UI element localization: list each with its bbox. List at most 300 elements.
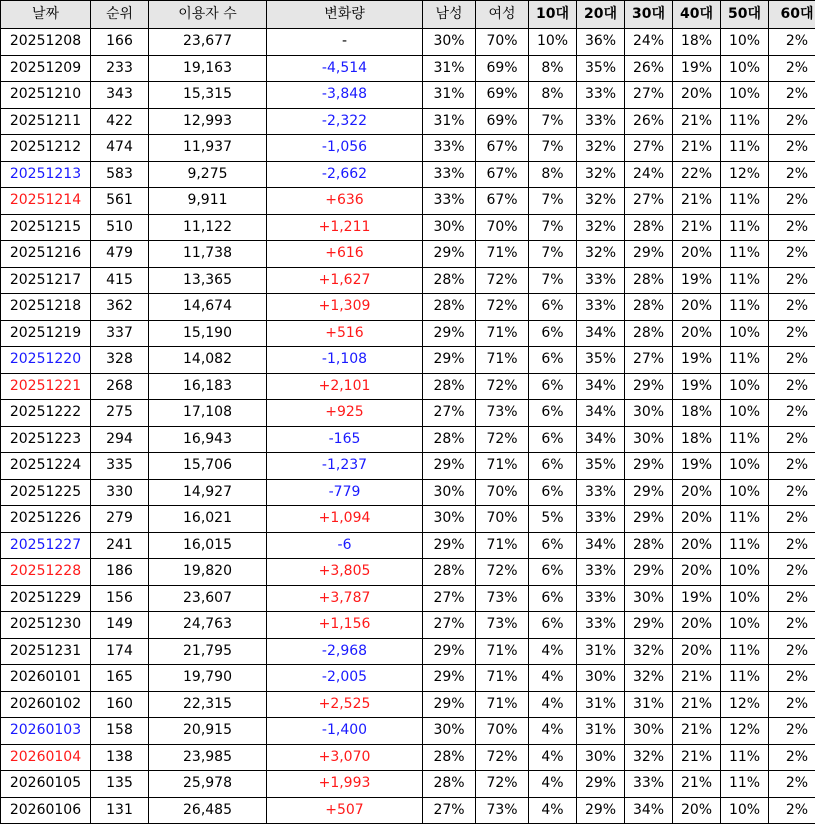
male-cell: 28%: [423, 373, 476, 400]
users-cell: 23,677: [149, 29, 267, 56]
age50-cell: 10%: [721, 29, 769, 56]
age30-cell: 29%: [625, 506, 673, 533]
age20-cell: 34%: [577, 532, 625, 559]
rank-cell: 479: [91, 241, 149, 268]
age10-cell: 8%: [529, 55, 577, 82]
age40-cell: 20%: [673, 612, 721, 639]
age30-cell: 30%: [625, 585, 673, 612]
date-cell: 20251223: [1, 426, 91, 453]
users-cell: 19,790: [149, 665, 267, 692]
age30-cell: 28%: [625, 532, 673, 559]
users-cell: 16,015: [149, 532, 267, 559]
age50-cell: 10%: [721, 400, 769, 427]
col-header-change: 변화량: [267, 1, 423, 29]
users-cell: 15,706: [149, 453, 267, 480]
col-header-age30: 30대: [625, 1, 673, 29]
change-cell: -6: [267, 532, 423, 559]
male-cell: 28%: [423, 744, 476, 771]
age10-cell: 4%: [529, 744, 577, 771]
col-header-rank: 순위: [91, 1, 149, 29]
age60-cell: 2%: [769, 426, 815, 453]
age30-cell: 34%: [625, 797, 673, 824]
age20-cell: 31%: [577, 691, 625, 718]
age40-cell: 21%: [673, 135, 721, 162]
age10-cell: 6%: [529, 479, 577, 506]
age60-cell: 2%: [769, 347, 815, 374]
change-cell: +616: [267, 241, 423, 268]
age50-cell: 11%: [721, 532, 769, 559]
table-row: [1, 267, 815, 294]
age30-cell: 30%: [625, 718, 673, 745]
female-cell: 67%: [476, 188, 529, 215]
male-cell: 27%: [423, 797, 476, 824]
age50-cell: 11%: [721, 267, 769, 294]
users-cell: 24,763: [149, 612, 267, 639]
age60-cell: 2%: [769, 506, 815, 533]
rank-cell: 510: [91, 214, 149, 241]
table-row: [1, 771, 815, 798]
age60-cell: 2%: [769, 82, 815, 109]
age30-cell: 24%: [625, 29, 673, 56]
age50-cell: 11%: [721, 638, 769, 665]
age40-cell: 19%: [673, 373, 721, 400]
table-row: [1, 691, 815, 718]
users-cell: 25,978: [149, 771, 267, 798]
change-cell: -: [267, 29, 423, 56]
change-cell: +1,993: [267, 771, 423, 798]
age10-cell: 6%: [529, 347, 577, 374]
change-cell: +1,156: [267, 612, 423, 639]
date-cell: 20251209: [1, 55, 91, 82]
table-row: [1, 108, 815, 135]
date-cell: 20251218: [1, 294, 91, 321]
change-cell: +3,787: [267, 585, 423, 612]
rank-cell: 233: [91, 55, 149, 82]
age60-cell: 2%: [769, 691, 815, 718]
age60-cell: 2%: [769, 294, 815, 321]
age40-cell: 21%: [673, 744, 721, 771]
male-cell: 27%: [423, 612, 476, 639]
users-cell: 16,021: [149, 506, 267, 533]
age60-cell: 2%: [769, 188, 815, 215]
male-cell: 30%: [423, 29, 476, 56]
change-cell: +516: [267, 320, 423, 347]
table-row: [1, 559, 815, 586]
age20-cell: 33%: [577, 559, 625, 586]
date-cell: 20251213: [1, 161, 91, 188]
rank-cell: 166: [91, 29, 149, 56]
users-cell: 15,190: [149, 320, 267, 347]
age60-cell: 2%: [769, 771, 815, 798]
age40-cell: 20%: [673, 638, 721, 665]
male-cell: 27%: [423, 585, 476, 612]
age50-cell: 11%: [721, 506, 769, 533]
age10-cell: 4%: [529, 638, 577, 665]
change-cell: +1,211: [267, 214, 423, 241]
age50-cell: 11%: [721, 135, 769, 162]
col-header-female: 여성: [476, 1, 529, 29]
change-cell: -1,108: [267, 347, 423, 374]
female-cell: 73%: [476, 585, 529, 612]
age30-cell: 30%: [625, 426, 673, 453]
rank-cell: 583: [91, 161, 149, 188]
age40-cell: 20%: [673, 532, 721, 559]
rank-cell: 279: [91, 506, 149, 533]
age50-cell: 12%: [721, 161, 769, 188]
male-cell: 28%: [423, 426, 476, 453]
age30-cell: 32%: [625, 744, 673, 771]
age60-cell: 2%: [769, 665, 815, 692]
age60-cell: 2%: [769, 532, 815, 559]
table-row: [1, 82, 815, 109]
age10-cell: 6%: [529, 400, 577, 427]
age20-cell: 35%: [577, 347, 625, 374]
age50-cell: 10%: [721, 797, 769, 824]
age20-cell: 32%: [577, 214, 625, 241]
male-cell: 31%: [423, 55, 476, 82]
age10-cell: 4%: [529, 691, 577, 718]
change-cell: +2,101: [267, 373, 423, 400]
age10-cell: 6%: [529, 559, 577, 586]
male-cell: 29%: [423, 453, 476, 480]
rank-cell: 186: [91, 559, 149, 586]
age50-cell: 10%: [721, 559, 769, 586]
rank-cell: 268: [91, 373, 149, 400]
change-cell: +1,627: [267, 267, 423, 294]
age40-cell: 20%: [673, 82, 721, 109]
age20-cell: 33%: [577, 108, 625, 135]
age60-cell: 2%: [769, 585, 815, 612]
age20-cell: 35%: [577, 453, 625, 480]
users-cell: 17,108: [149, 400, 267, 427]
age40-cell: 19%: [673, 585, 721, 612]
rank-cell: 138: [91, 744, 149, 771]
table-row: [1, 797, 815, 824]
male-cell: 28%: [423, 267, 476, 294]
age50-cell: 11%: [721, 108, 769, 135]
table-row: [1, 585, 815, 612]
male-cell: 29%: [423, 638, 476, 665]
age20-cell: 33%: [577, 585, 625, 612]
change-cell: +925: [267, 400, 423, 427]
male-cell: 29%: [423, 347, 476, 374]
age40-cell: 20%: [673, 294, 721, 321]
female-cell: 69%: [476, 108, 529, 135]
age60-cell: 2%: [769, 108, 815, 135]
age30-cell: 29%: [625, 479, 673, 506]
female-cell: 69%: [476, 82, 529, 109]
rank-cell: 337: [91, 320, 149, 347]
users-cell: 13,365: [149, 267, 267, 294]
age30-cell: 29%: [625, 373, 673, 400]
users-cell: 14,082: [149, 347, 267, 374]
rank-cell: 335: [91, 453, 149, 480]
age30-cell: 28%: [625, 294, 673, 321]
date-cell: 20251227: [1, 532, 91, 559]
users-cell: 14,927: [149, 479, 267, 506]
change-cell: +2,525: [267, 691, 423, 718]
age40-cell: 19%: [673, 453, 721, 480]
change-cell: -4,514: [267, 55, 423, 82]
age20-cell: 33%: [577, 506, 625, 533]
table-row: [1, 426, 815, 453]
rank-cell: 160: [91, 691, 149, 718]
users-cell: 11,738: [149, 241, 267, 268]
age50-cell: 10%: [721, 585, 769, 612]
change-cell: -1,237: [267, 453, 423, 480]
age30-cell: 24%: [625, 161, 673, 188]
age60-cell: 2%: [769, 400, 815, 427]
age10-cell: 4%: [529, 665, 577, 692]
date-cell: 20260102: [1, 691, 91, 718]
age50-cell: 11%: [721, 665, 769, 692]
users-cell: 26,485: [149, 797, 267, 824]
change-cell: -1,400: [267, 718, 423, 745]
age40-cell: 20%: [673, 241, 721, 268]
change-cell: +1,309: [267, 294, 423, 321]
male-cell: 33%: [423, 188, 476, 215]
age20-cell: 33%: [577, 612, 625, 639]
age30-cell: 28%: [625, 214, 673, 241]
age50-cell: 11%: [721, 188, 769, 215]
female-cell: 72%: [476, 771, 529, 798]
col-header-age20: 20대: [577, 1, 625, 29]
age50-cell: 11%: [721, 241, 769, 268]
age20-cell: 32%: [577, 135, 625, 162]
change-cell: -2,662: [267, 161, 423, 188]
date-cell: 20251219: [1, 320, 91, 347]
age10-cell: 4%: [529, 797, 577, 824]
table-row: [1, 744, 815, 771]
change-cell: -2,968: [267, 638, 423, 665]
rank-cell: 474: [91, 135, 149, 162]
table-row: [1, 506, 815, 533]
age60-cell: 2%: [769, 559, 815, 586]
age20-cell: 33%: [577, 267, 625, 294]
age60-cell: 2%: [769, 638, 815, 665]
age50-cell: 10%: [721, 82, 769, 109]
age50-cell: 11%: [721, 214, 769, 241]
female-cell: 70%: [476, 29, 529, 56]
age40-cell: 20%: [673, 320, 721, 347]
table-row: [1, 453, 815, 480]
age50-cell: 10%: [721, 453, 769, 480]
age30-cell: 27%: [625, 188, 673, 215]
date-cell: 20251221: [1, 373, 91, 400]
age50-cell: 11%: [721, 744, 769, 771]
age60-cell: 2%: [769, 744, 815, 771]
age20-cell: 33%: [577, 82, 625, 109]
female-cell: 70%: [476, 214, 529, 241]
female-cell: 71%: [476, 320, 529, 347]
age60-cell: 2%: [769, 797, 815, 824]
users-cell: 20,915: [149, 718, 267, 745]
col-header-age10: 10대: [529, 1, 577, 29]
age10-cell: 6%: [529, 320, 577, 347]
male-cell: 29%: [423, 241, 476, 268]
users-cell: 12,993: [149, 108, 267, 135]
age30-cell: 28%: [625, 320, 673, 347]
change-cell: +636: [267, 188, 423, 215]
age20-cell: 33%: [577, 479, 625, 506]
col-header-age50: 50대: [721, 1, 769, 29]
age40-cell: 22%: [673, 161, 721, 188]
age60-cell: 2%: [769, 214, 815, 241]
male-cell: 30%: [423, 479, 476, 506]
male-cell: 28%: [423, 771, 476, 798]
age10-cell: 6%: [529, 426, 577, 453]
age60-cell: 2%: [769, 718, 815, 745]
age30-cell: 27%: [625, 135, 673, 162]
age20-cell: 32%: [577, 161, 625, 188]
age20-cell: 32%: [577, 241, 625, 268]
female-cell: 71%: [476, 638, 529, 665]
table-row: [1, 373, 815, 400]
age40-cell: 18%: [673, 29, 721, 56]
age30-cell: 33%: [625, 771, 673, 798]
age50-cell: 10%: [721, 373, 769, 400]
age60-cell: 2%: [769, 320, 815, 347]
rank-cell: 165: [91, 665, 149, 692]
female-cell: 72%: [476, 559, 529, 586]
rank-cell: 158: [91, 718, 149, 745]
age50-cell: 12%: [721, 691, 769, 718]
age10-cell: 6%: [529, 532, 577, 559]
age50-cell: 10%: [721, 55, 769, 82]
age50-cell: 10%: [721, 479, 769, 506]
age60-cell: 2%: [769, 479, 815, 506]
change-cell: +1,094: [267, 506, 423, 533]
age40-cell: 21%: [673, 718, 721, 745]
rank-cell: 561: [91, 188, 149, 215]
table-row: [1, 55, 815, 82]
table-row: [1, 29, 815, 56]
date-cell: 20251215: [1, 214, 91, 241]
age10-cell: 6%: [529, 373, 577, 400]
age40-cell: 21%: [673, 665, 721, 692]
age40-cell: 21%: [673, 188, 721, 215]
change-cell: -1,056: [267, 135, 423, 162]
change-cell: -3,848: [267, 82, 423, 109]
table-row: [1, 665, 815, 692]
age50-cell: 11%: [721, 294, 769, 321]
age20-cell: 31%: [577, 718, 625, 745]
age50-cell: 12%: [721, 718, 769, 745]
date-cell: 20251220: [1, 347, 91, 374]
users-cell: 22,315: [149, 691, 267, 718]
change-cell: +3,805: [267, 559, 423, 586]
col-header-age40: 40대: [673, 1, 721, 29]
change-cell: -2,322: [267, 108, 423, 135]
age50-cell: 11%: [721, 347, 769, 374]
table-row: [1, 188, 815, 215]
age40-cell: 19%: [673, 347, 721, 374]
users-cell: 14,674: [149, 294, 267, 321]
female-cell: 73%: [476, 400, 529, 427]
age30-cell: 32%: [625, 638, 673, 665]
age40-cell: 21%: [673, 108, 721, 135]
table-row: [1, 532, 815, 559]
change-cell: -165: [267, 426, 423, 453]
age30-cell: 29%: [625, 453, 673, 480]
age20-cell: 30%: [577, 665, 625, 692]
age20-cell: 35%: [577, 55, 625, 82]
users-cell: 15,315: [149, 82, 267, 109]
date-cell: 20251225: [1, 479, 91, 506]
male-cell: 27%: [423, 400, 476, 427]
rank-cell: 241: [91, 532, 149, 559]
date-cell: 20251222: [1, 400, 91, 427]
rank-cell: 422: [91, 108, 149, 135]
age30-cell: 26%: [625, 108, 673, 135]
female-cell: 71%: [476, 532, 529, 559]
age40-cell: 19%: [673, 55, 721, 82]
age10-cell: 4%: [529, 771, 577, 798]
age60-cell: 2%: [769, 612, 815, 639]
age40-cell: 18%: [673, 400, 721, 427]
col-header-users: 이용자 수: [149, 1, 267, 29]
date-cell: 20251231: [1, 638, 91, 665]
date-cell: 20251230: [1, 612, 91, 639]
female-cell: 73%: [476, 797, 529, 824]
male-cell: 29%: [423, 320, 476, 347]
male-cell: 33%: [423, 135, 476, 162]
change-cell: +507: [267, 797, 423, 824]
male-cell: 30%: [423, 506, 476, 533]
age30-cell: 29%: [625, 559, 673, 586]
female-cell: 71%: [476, 665, 529, 692]
age50-cell: 10%: [721, 320, 769, 347]
rank-cell: 131: [91, 797, 149, 824]
rank-cell: 174: [91, 638, 149, 665]
table-row: [1, 294, 815, 321]
header-row: [1, 1, 815, 29]
date-cell: 20251226: [1, 506, 91, 533]
female-cell: 70%: [476, 506, 529, 533]
age30-cell: 27%: [625, 82, 673, 109]
age30-cell: 29%: [625, 612, 673, 639]
users-cell: 19,820: [149, 559, 267, 586]
age20-cell: 30%: [577, 744, 625, 771]
male-cell: 30%: [423, 214, 476, 241]
table-row: [1, 161, 815, 188]
change-cell: -779: [267, 479, 423, 506]
col-header-male: 남성: [423, 1, 476, 29]
age60-cell: 2%: [769, 29, 815, 56]
male-cell: 29%: [423, 691, 476, 718]
female-cell: 70%: [476, 718, 529, 745]
age10-cell: 10%: [529, 29, 577, 56]
age60-cell: 2%: [769, 241, 815, 268]
female-cell: 72%: [476, 294, 529, 321]
change-cell: +3,070: [267, 744, 423, 771]
age10-cell: 5%: [529, 506, 577, 533]
users-cell: 21,795: [149, 638, 267, 665]
table-row: [1, 612, 815, 639]
table-row: [1, 241, 815, 268]
male-cell: 31%: [423, 82, 476, 109]
age20-cell: 34%: [577, 320, 625, 347]
age40-cell: 21%: [673, 214, 721, 241]
age40-cell: 20%: [673, 559, 721, 586]
date-cell: 20251229: [1, 585, 91, 612]
date-cell: 20260103: [1, 718, 91, 745]
female-cell: 71%: [476, 691, 529, 718]
users-cell: 19,163: [149, 55, 267, 82]
female-cell: 70%: [476, 479, 529, 506]
table-row: [1, 400, 815, 427]
date-cell: 20260105: [1, 771, 91, 798]
